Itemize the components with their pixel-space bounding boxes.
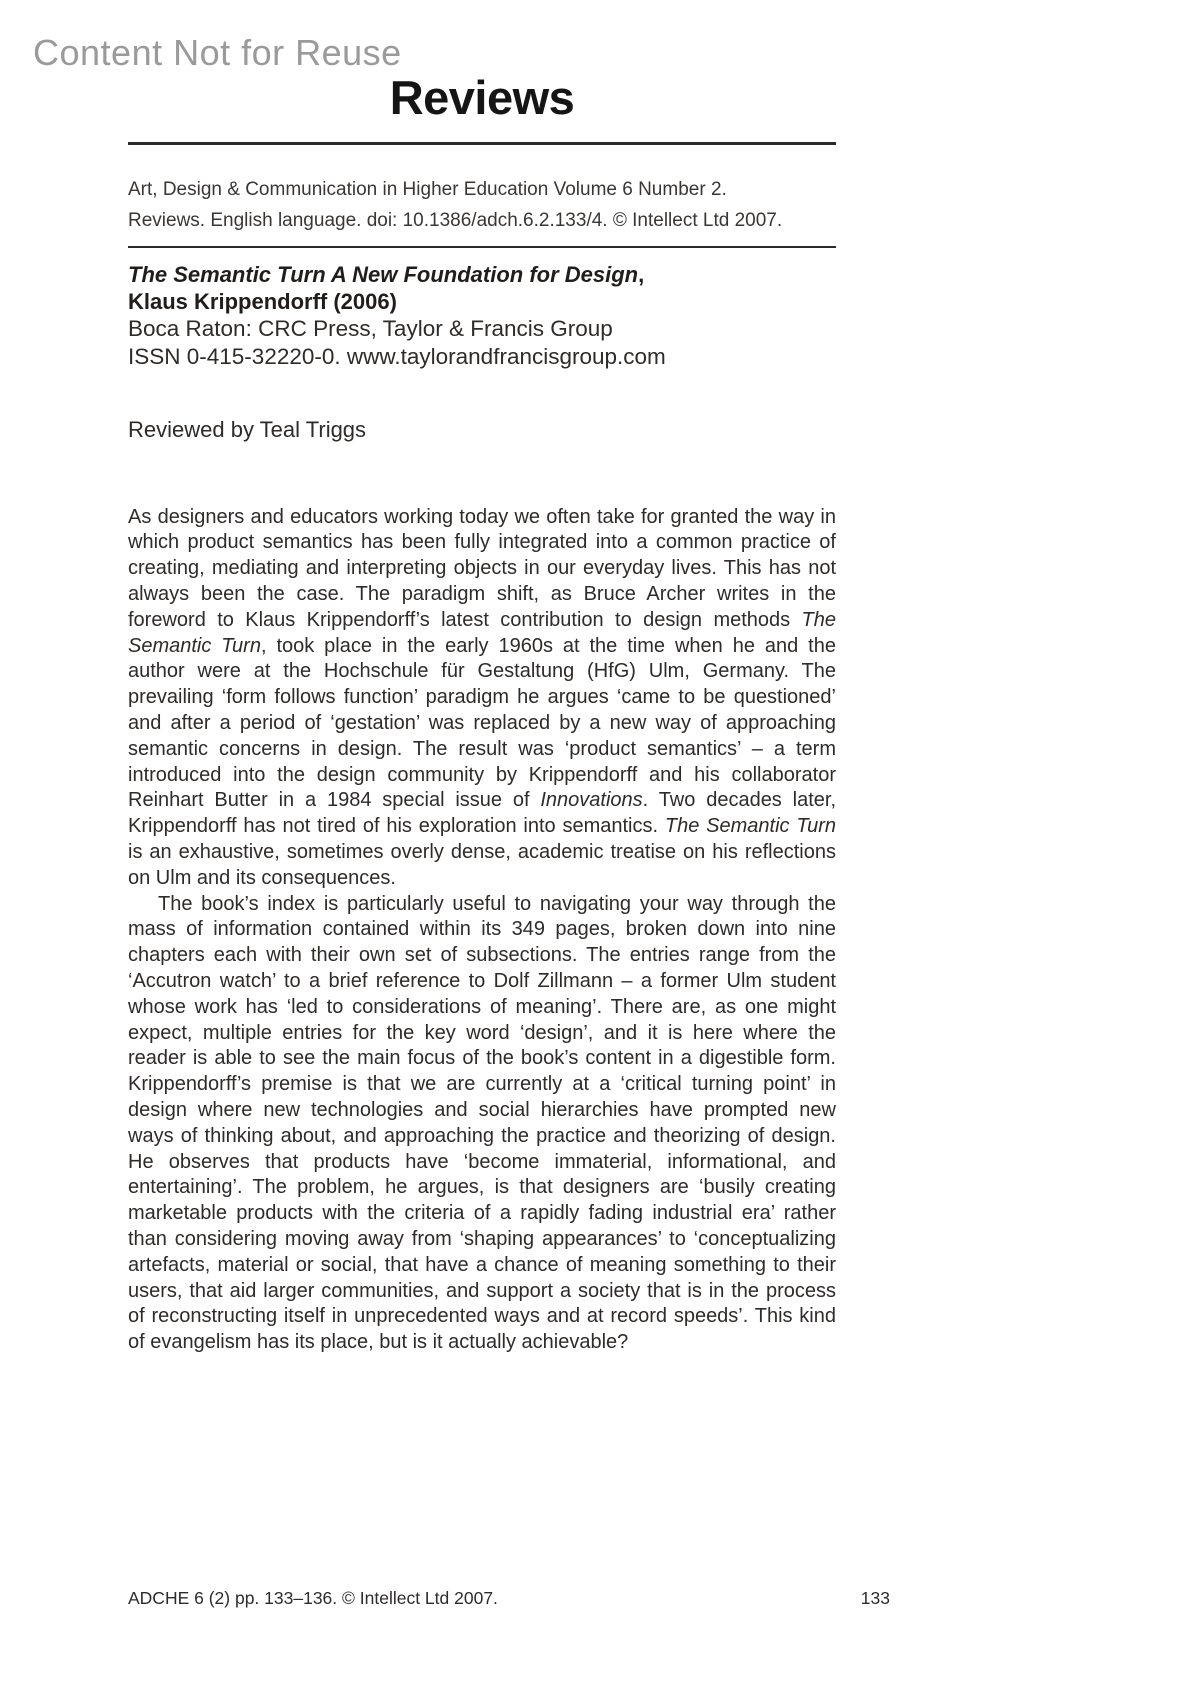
article-body bbox=[128, 505, 836, 1356]
top-divider bbox=[128, 142, 836, 145]
publisher-line: Boca Raton: CRC Press, Taylor & Francis Group bbox=[128, 315, 613, 341]
text-segment: . Two decades later, Krippendorff has not tired of his exploration into semantics. bbox=[128, 789, 836, 838]
page-column bbox=[128, 0, 836, 1356]
text-segment: As designers and educators working today we often take for granted the way in which product semantics has been fully integrated into a common practice of creating, mediating and interpreting objects in our everyday lives. This has not always been the case. The paradigm shift, as Bruce Archer writes in the foreword to Klaus Krippendorff’s latest contribution to design methods bbox=[128, 505, 836, 631]
body-paragraph bbox=[128, 505, 836, 892]
page-title: Reviews bbox=[389, 71, 575, 124]
book-author-line: Klaus Krippendorff (2006) bbox=[128, 288, 397, 314]
page-footer bbox=[128, 1588, 890, 1609]
book-heading bbox=[128, 261, 836, 315]
citation-divider bbox=[128, 246, 836, 248]
citation-line-1: Art, Design & Communication in Higher Education Volume 6 Number 2. bbox=[128, 178, 727, 200]
content-not-for-reuse-watermark: Content Not for Reuse bbox=[33, 32, 402, 73]
citation-line-2: Reviews. English language. doi: 10.1386/adch.6.2.133/4. © Intellect Ltd 2007. bbox=[128, 209, 783, 231]
book-title-italic: The Semantic Turn A New Foundation for Design bbox=[128, 261, 639, 287]
isbn-line: ISSN 0-415-32220-0. www.taylorandfrancisgroup.com bbox=[128, 343, 666, 369]
journal-citation bbox=[128, 174, 836, 236]
body-paragraph bbox=[128, 892, 836, 1356]
italic-text-segment: The Semantic Turn bbox=[128, 608, 836, 657]
reviewer-line: Reviewed by Teal Triggs bbox=[128, 416, 367, 442]
italic-text-segment: Innovations bbox=[540, 789, 643, 812]
text-segment: , took place in the early 1960s at the time when he and the author were at the Hochschule für Gestaltung (HfG) Ulm, Germany. The prevailing ‘form follows function’ paradigm he argues ‘came to be questioned’ and after a period of ‘gestation’ was replaced by a new way of approaching semantic concerns in design. The result was ‘product semantics’ – a term introduced into the design community by Krippendorff and his collaborator Reinhart Butter in a 1984 special issue of bbox=[128, 634, 836, 812]
page-number: 133 bbox=[860, 1588, 890, 1608]
text-segment: The book’s index is particularly useful to navigating your way through the mass of information contained within its 349 pages, broken down into nine chapters each with their own set of subsections. The entries range from the ‘Accutron watch’ to a brief reference to Dolf Zillmann – a former Ulm student whose work has ‘led to considerations of meaning’. There are, as one might expect, multiple entries for the key word ‘design’, and it is here where the reader is able to see the main focus of the book’s content in a digestible form. Krippendorff’s premise is that we are currently at a ‘critical turning point’ in design where new technologies and social hierarchies have prompted new ways of thinking about, and approaching the practice and theorizing of design. He observes that products have ‘become immaterial, informational, and entertaining’. The problem, he argues, is that designers are ‘busily creating marketable products with the criteria of a rapidly fading industrial era’ rather than considering moving away from ‘shaping appearances’ to ‘conceptualizing artefacts, material or social, that have a chance of meaning something to their users, that aid larger communities, and support a society that is in the process of reconstructing itself in unprecedented ways and at record speeds’. This kind of evangelism has its place, but is it actually achievable? bbox=[128, 892, 836, 1354]
book-publisher-block bbox=[128, 315, 836, 371]
text-segment: is an exhaustive, sometimes overly dense, academic treatise on his reflections on Ulm and its consequences. bbox=[128, 841, 836, 889]
footer-citation: ADCHE 6 (2) pp. 133–136. © Intellect Ltd 2007. bbox=[128, 1588, 498, 1608]
book-title-suffix: , bbox=[638, 261, 645, 287]
book-title-line bbox=[128, 261, 836, 288]
italic-text-segment: The Semantic Turn bbox=[664, 815, 836, 838]
